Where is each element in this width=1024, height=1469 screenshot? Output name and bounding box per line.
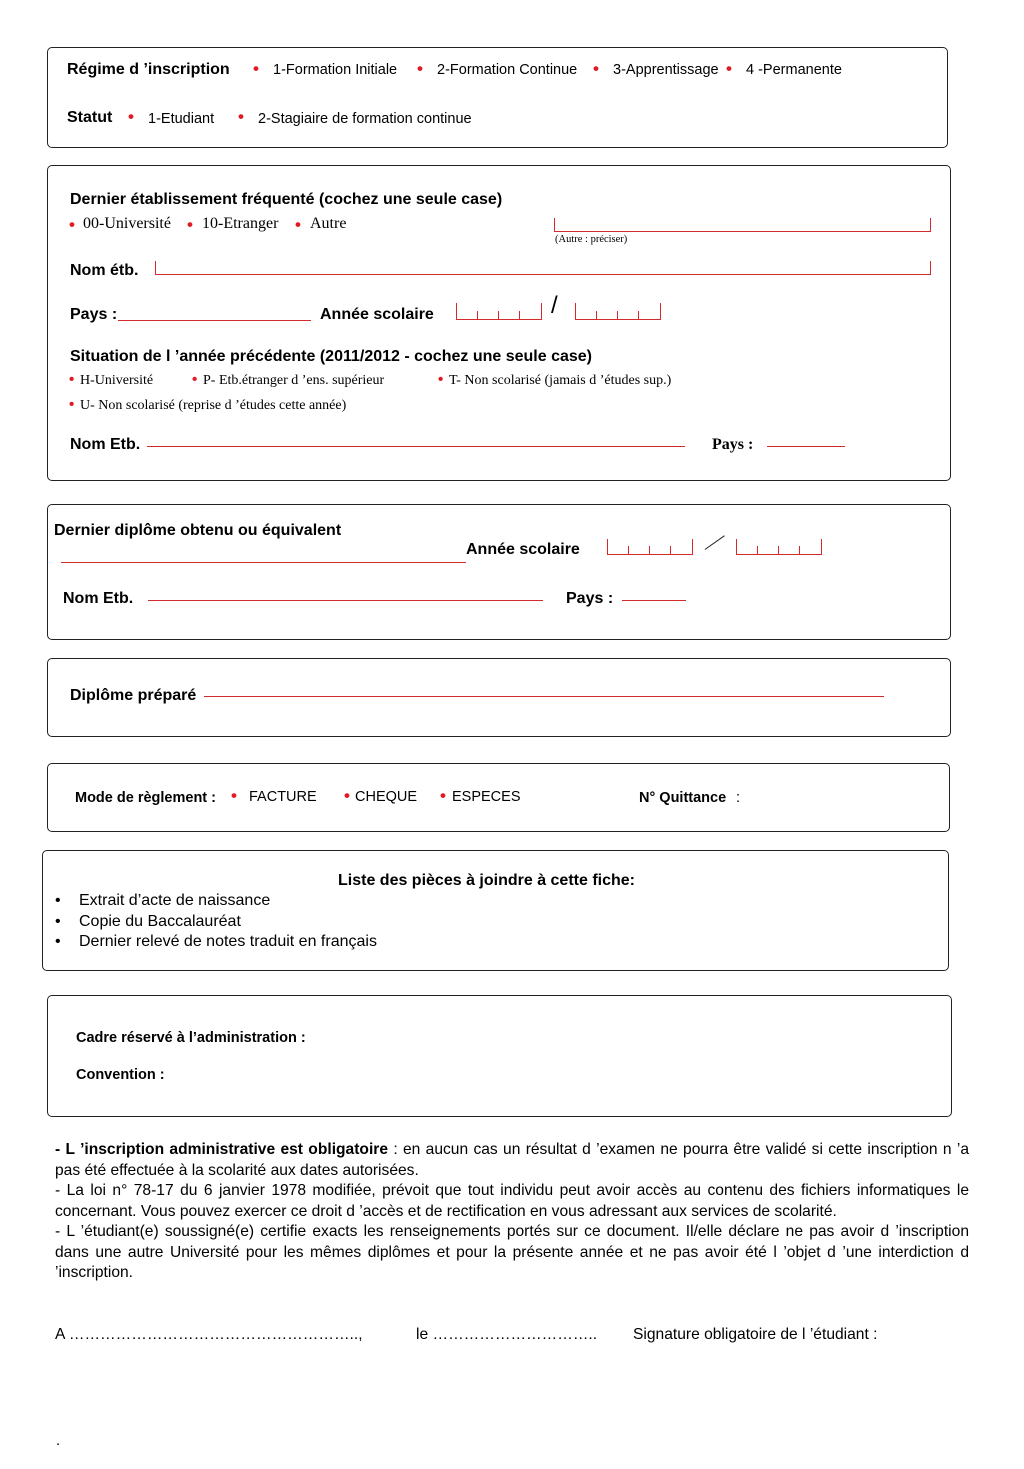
regime-label: Régime d ’inscription bbox=[67, 61, 230, 78]
diplome-annee-end-divider bbox=[778, 546, 779, 555]
diplome-prepare-field[interactable] bbox=[204, 696, 884, 697]
annee-start-divider bbox=[498, 311, 499, 320]
reglement-cheque-label: CHEQUE bbox=[355, 789, 418, 805]
situation-option-t-label: T- Non scolarisé (jamais d ’études sup.) bbox=[449, 373, 672, 388]
diplome-annee-start-divider bbox=[670, 546, 671, 555]
list-item bbox=[55, 932, 377, 953]
situation-option-h-bullet[interactable]: • bbox=[69, 371, 75, 388]
diplome-annee-end-divider bbox=[799, 546, 800, 555]
piece-label: Copie du Baccalauréat bbox=[79, 912, 241, 930]
list-item bbox=[55, 912, 377, 933]
diplome-obtenu-field[interactable] bbox=[61, 562, 466, 563]
nom-etb-label: Nom étb. bbox=[70, 262, 139, 279]
etablissement-title: Dernier établissement fréquenté (cochez une seule case) bbox=[70, 191, 503, 208]
annee-end-field[interactable] bbox=[575, 303, 661, 320]
regime-option-4-label: 4 -Permanente bbox=[746, 62, 842, 78]
regime-option-4-bullet[interactable]: • bbox=[726, 59, 732, 78]
annee-scolaire-label: Année scolaire bbox=[320, 306, 434, 323]
diplome-annee-end-divider bbox=[757, 546, 758, 555]
statut-option-2-label: 2-Stagiaire de formation continue bbox=[258, 111, 472, 127]
diplome-annee-start-divider bbox=[628, 546, 629, 555]
diplome-pays-field[interactable] bbox=[622, 600, 686, 601]
situation-option-h-label: H-Université bbox=[80, 373, 154, 388]
etab-option-autre-bullet[interactable]: • bbox=[295, 215, 301, 234]
admin-section bbox=[47, 995, 952, 1117]
reglement-especes-label: ESPECES bbox=[452, 789, 521, 805]
autre-preciser-hint: (Autre : préciser) bbox=[555, 234, 628, 245]
regime-option-3-bullet[interactable]: • bbox=[593, 59, 599, 78]
lieu-field[interactable]: A ……………………………………………….., bbox=[55, 1326, 363, 1343]
diplome-annee-start-divider bbox=[649, 546, 650, 555]
legal-notice bbox=[55, 1140, 969, 1284]
legal-paragraph-2: - La loi n° 78-17 du 6 janvier 1978 modifiée, prévoit que tout individu peut avoir accès au contenu des fichiers informatiques le concernant. Vous pouvez exercer ce droit d ’accès et de rectification en vous adressant aux services de scolarité. bbox=[55, 1182, 969, 1220]
regime-option-1-bullet[interactable]: • bbox=[253, 59, 259, 78]
pays-field[interactable] bbox=[118, 320, 311, 321]
situation-title: Situation de l ’année précédente (2011/2012 - cochez une seule case) bbox=[70, 348, 592, 365]
pays-label: Pays : bbox=[70, 306, 118, 323]
diplome-pays-label: Pays : bbox=[566, 590, 614, 607]
annee-start-divider bbox=[519, 311, 520, 320]
convention-label: Convention : bbox=[76, 1067, 165, 1083]
diplome-nom-etb-field[interactable] bbox=[148, 600, 543, 601]
diplome-prepare-label: Diplôme préparé bbox=[70, 687, 197, 704]
reglement-label: Mode de règlement : bbox=[75, 790, 216, 806]
signature-label: Signature obligatoire de l ’étudiant : bbox=[633, 1326, 878, 1343]
diplome-annee-end-field[interactable] bbox=[736, 539, 822, 555]
diplome-annee-label: Année scolaire bbox=[466, 541, 580, 558]
statut-label: Statut bbox=[67, 109, 113, 126]
quittance-colon: : bbox=[736, 790, 741, 806]
situation-pays-label: Pays : bbox=[712, 436, 754, 453]
situation-nom-etb-field[interactable] bbox=[147, 446, 685, 447]
piece-label: Extrait d’acte de naissance bbox=[79, 892, 271, 909]
diplome-obtenu-title: Dernier diplôme obtenu ou équivalent bbox=[54, 522, 342, 539]
statut-option-1-label: 1-Etudiant bbox=[148, 111, 215, 127]
pieces-title: Liste des pièces à joindre à cette fiche: bbox=[338, 872, 635, 889]
pieces-list bbox=[55, 891, 377, 953]
situation-option-u-label: U- Non scolarisé (reprise d ’études cette année) bbox=[80, 398, 347, 413]
annee-end-divider bbox=[638, 311, 639, 320]
reglement-especes-bullet[interactable]: • bbox=[440, 786, 446, 805]
annee-start-divider bbox=[477, 311, 478, 320]
annee-start-field[interactable] bbox=[456, 303, 542, 320]
annee-end-divider bbox=[596, 311, 597, 320]
list-item bbox=[55, 891, 377, 912]
legal-p1-text: : en aucun cas un résultat d ’examen ne pourra être validé si cette inscription n ’a pas été effectuée à la scolarité aux dates autorisées. bbox=[55, 1141, 970, 1179]
reglement-cheque-bullet[interactable]: • bbox=[344, 786, 350, 805]
diplome-nom-etb-label: Nom Etb. bbox=[63, 590, 134, 607]
situation-nom-etb-label: Nom Etb. bbox=[70, 436, 141, 453]
piece-label: Dernier relevé de notes traduit en français bbox=[79, 933, 377, 950]
situation-option-p-bullet[interactable]: • bbox=[192, 371, 198, 388]
annee-separator: / bbox=[551, 292, 558, 319]
situation-option-u-bullet[interactable]: • bbox=[69, 396, 75, 413]
statut-option-1-bullet[interactable]: • bbox=[128, 107, 134, 126]
legal-paragraph-1 bbox=[55, 1140, 969, 1181]
footer-dot: . bbox=[56, 1432, 61, 1449]
regime-option-3-label: 3-Apprentissage bbox=[613, 62, 719, 78]
annee-end-divider bbox=[617, 311, 618, 320]
reglement-facture-bullet[interactable]: • bbox=[231, 786, 237, 805]
nom-etb-field[interactable] bbox=[155, 261, 931, 275]
cadre-admin-label: Cadre réservé à l’administration : bbox=[76, 1030, 306, 1046]
regime-option-2-bullet[interactable]: • bbox=[417, 59, 423, 78]
etab-option-autre-label: Autre bbox=[310, 215, 347, 232]
legal-paragraph-3: - L ’étudiant(e) soussigné(e) certifie exacts les renseignements portés sur ce document. Il/elle déclare ne pas avoir d ’inscription dans une autre Université pour les mêmes diplômes et pour la présente année et ne pas avoir été l ’objet d ’une interdiction d ’inscription. bbox=[55, 1223, 969, 1281]
quittance-label: N° Quittance bbox=[639, 790, 727, 806]
legal-obligatoire: - L ’inscription administrative est obligatoire bbox=[55, 1141, 389, 1158]
reglement-facture-label: FACTURE bbox=[249, 789, 317, 805]
etab-option-universite-bullet[interactable]: • bbox=[69, 215, 75, 234]
autre-preciser-field[interactable] bbox=[554, 218, 931, 232]
etab-option-universite-label: 00-Université bbox=[83, 215, 171, 232]
statut-option-2-bullet[interactable]: • bbox=[238, 107, 244, 126]
etab-option-etranger-label: 10-Etranger bbox=[202, 215, 279, 232]
regime-option-2-label: 2-Formation Continue bbox=[437, 62, 578, 78]
situation-pays-field[interactable] bbox=[767, 446, 845, 447]
etablissement-section bbox=[47, 165, 951, 481]
date-field[interactable]: le ………………………….. bbox=[416, 1326, 598, 1343]
regime-option-1-label: 1-Formation Initiale bbox=[273, 62, 398, 78]
situation-option-t-bullet[interactable]: • bbox=[438, 371, 444, 388]
etab-option-etranger-bullet[interactable]: • bbox=[187, 215, 193, 234]
diplome-annee-start-field[interactable] bbox=[607, 539, 693, 555]
situation-option-p-label: P- Etb.étranger d ’ens. supérieur bbox=[203, 373, 385, 388]
